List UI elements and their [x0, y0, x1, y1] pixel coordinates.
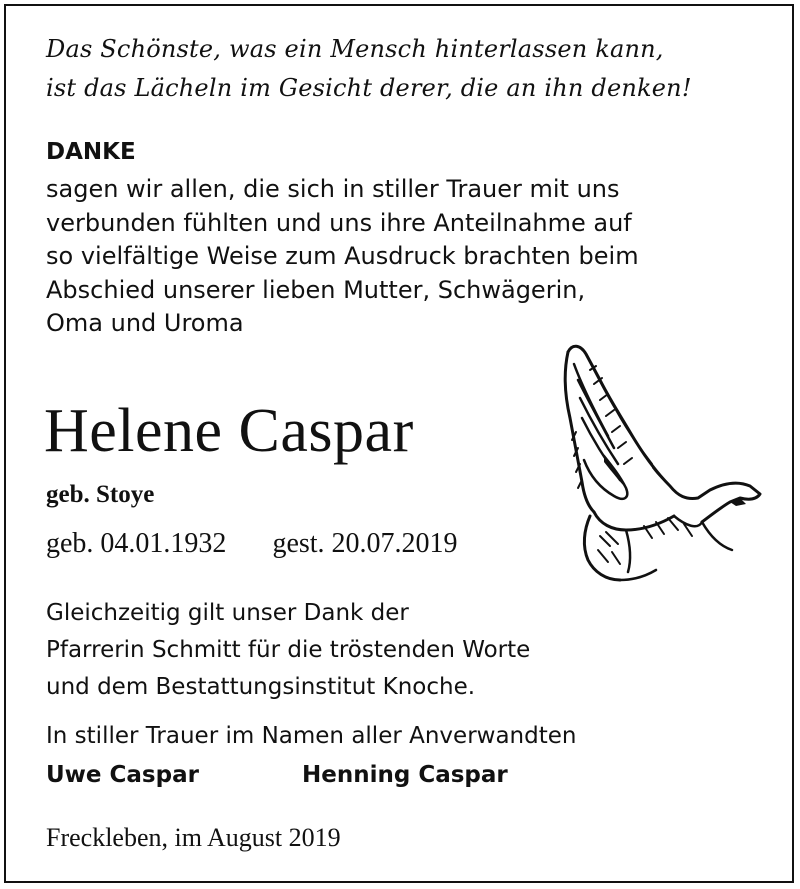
signer-name: Uwe Caspar — [46, 762, 199, 788]
place-and-date: Freckleben, im August 2019 — [46, 823, 341, 852]
thanks-heading: DANKE — [46, 139, 136, 165]
motto-line-2: ist das Lächeln im Gesicht derer, die an ihn denken! — [46, 74, 692, 102]
additional-thanks-line: Gleichzeitig gilt unser Dank der — [46, 600, 409, 626]
thanks-line: sagen wir allen, die sich in stiller Trauer mit uns — [46, 175, 620, 203]
maiden-name: geb. Stoye — [46, 481, 155, 508]
life-dates — [46, 527, 458, 561]
thanks-line: Abschied unserer lieben Mutter, Schwägerin, — [46, 275, 586, 304]
additional-thanks — [46, 595, 530, 706]
thanks-line: so vielfältige Weise zum Ausdruck brachten beim — [46, 242, 639, 270]
mourning-line: In stiller Trauer im Namen aller Anverwandten — [46, 723, 577, 749]
thanks-line: verbunden fühlten und uns ihre Anteilnahme auf — [46, 208, 632, 237]
deceased-name: Helene Caspar — [44, 397, 414, 465]
signer-name: Henning Caspar — [302, 762, 508, 788]
death-date: gest. 20.07.2019 — [272, 528, 458, 559]
thanks-line: Oma und Uroma — [46, 309, 244, 337]
birth-date: geb. 04.01.1932 — [46, 528, 227, 559]
additional-thanks-line: Pfarrerin Schmitt für die tröstenden Worte — [46, 637, 531, 663]
signers — [46, 758, 508, 792]
additional-thanks-line: und dem Bestattungsinstitut Knoche. — [46, 674, 476, 700]
thanks-text — [46, 173, 639, 341]
motto-quote — [46, 30, 692, 108]
motto-line-1: Das Schönste, was ein Mensch hinterlassen kann, — [46, 35, 664, 63]
praying-hands-icon — [560, 340, 775, 585]
